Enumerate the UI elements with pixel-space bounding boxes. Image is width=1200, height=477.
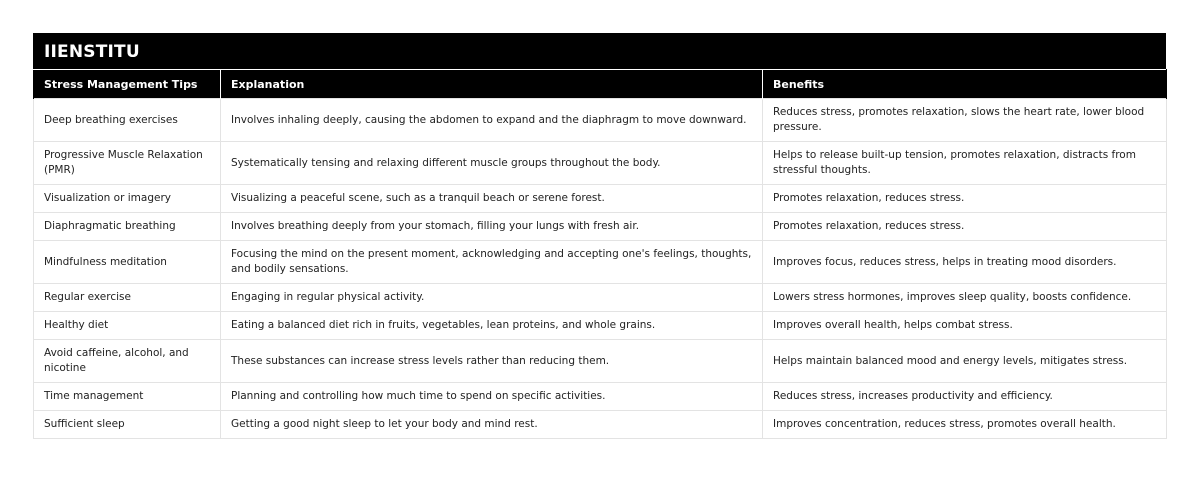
benefits-cell: Improves overall health, helps combat stress. (763, 312, 1167, 340)
explanation-cell: Eating a balanced diet rich in fruits, vegetables, lean proteins, and whole grains. (221, 312, 763, 340)
explanation-cell: Planning and controlling how much time to spend on specific activities. (221, 383, 763, 411)
tip-cell: Healthy diet (34, 312, 221, 340)
tip-cell: Progressive Muscle Relaxation (PMR) (34, 142, 221, 185)
explanation-cell: Focusing the mind on the present moment, acknowledging and accepting one's feelings, thoughts, and bodily sensations. (221, 241, 763, 284)
explanation-cell: Getting a good night sleep to let your body and mind rest. (221, 411, 763, 439)
tip-cell: Mindfulness meditation (34, 241, 221, 284)
explanation-cell: Visualizing a peaceful scene, such as a tranquil beach or serene forest. (221, 185, 763, 213)
table-row (34, 241, 1167, 284)
table-row (34, 411, 1167, 439)
table-header-row (34, 70, 1167, 99)
table-row (34, 312, 1167, 340)
brand-title: IIENSTITU (33, 33, 1166, 69)
benefits-cell: Improves focus, reduces stress, helps in treating mood disorders. (763, 241, 1167, 284)
explanation-cell: Involves inhaling deeply, causing the abdomen to expand and the diaphragm to move downward. (221, 99, 763, 142)
benefits-cell: Helps maintain balanced mood and energy levels, mitigates stress. (763, 340, 1167, 383)
column-header-benefits: Benefits (763, 70, 1167, 99)
explanation-cell: Involves breathing deeply from your stomach, filling your lungs with fresh air. (221, 213, 763, 241)
tip-cell: Regular exercise (34, 284, 221, 312)
table-row (34, 99, 1167, 142)
column-header-tips: Stress Management Tips (34, 70, 221, 99)
benefits-cell: Improves concentration, reduces stress, promotes overall health. (763, 411, 1167, 439)
benefits-cell: Reduces stress, promotes relaxation, slows the heart rate, lower blood pressure. (763, 99, 1167, 142)
benefits-cell: Promotes relaxation, reduces stress. (763, 213, 1167, 241)
benefits-cell: Promotes relaxation, reduces stress. (763, 185, 1167, 213)
column-header-explanation: Explanation (221, 70, 763, 99)
stress-tips-table-container (33, 33, 1166, 439)
tip-cell: Avoid caffeine, alcohol, and nicotine (34, 340, 221, 383)
table-row (34, 213, 1167, 241)
tip-cell: Diaphragmatic breathing (34, 213, 221, 241)
table-row (34, 142, 1167, 185)
tip-cell: Visualization or imagery (34, 185, 221, 213)
tip-cell: Time management (34, 383, 221, 411)
table-row (34, 185, 1167, 213)
explanation-cell: These substances can increase stress levels rather than reducing them. (221, 340, 763, 383)
benefits-cell: Reduces stress, increases productivity and efficiency. (763, 383, 1167, 411)
explanation-cell: Engaging in regular physical activity. (221, 284, 763, 312)
benefits-cell: Lowers stress hormones, improves sleep quality, boosts confidence. (763, 284, 1167, 312)
table-row (34, 383, 1167, 411)
table-row (34, 284, 1167, 312)
tip-cell: Deep breathing exercises (34, 99, 221, 142)
tip-cell: Sufficient sleep (34, 411, 221, 439)
benefits-cell: Helps to release built-up tension, promotes relaxation, distracts from stressful thoughts. (763, 142, 1167, 185)
explanation-cell: Systematically tensing and relaxing different muscle groups throughout the body. (221, 142, 763, 185)
stress-tips-table (33, 69, 1167, 439)
table-row (34, 340, 1167, 383)
